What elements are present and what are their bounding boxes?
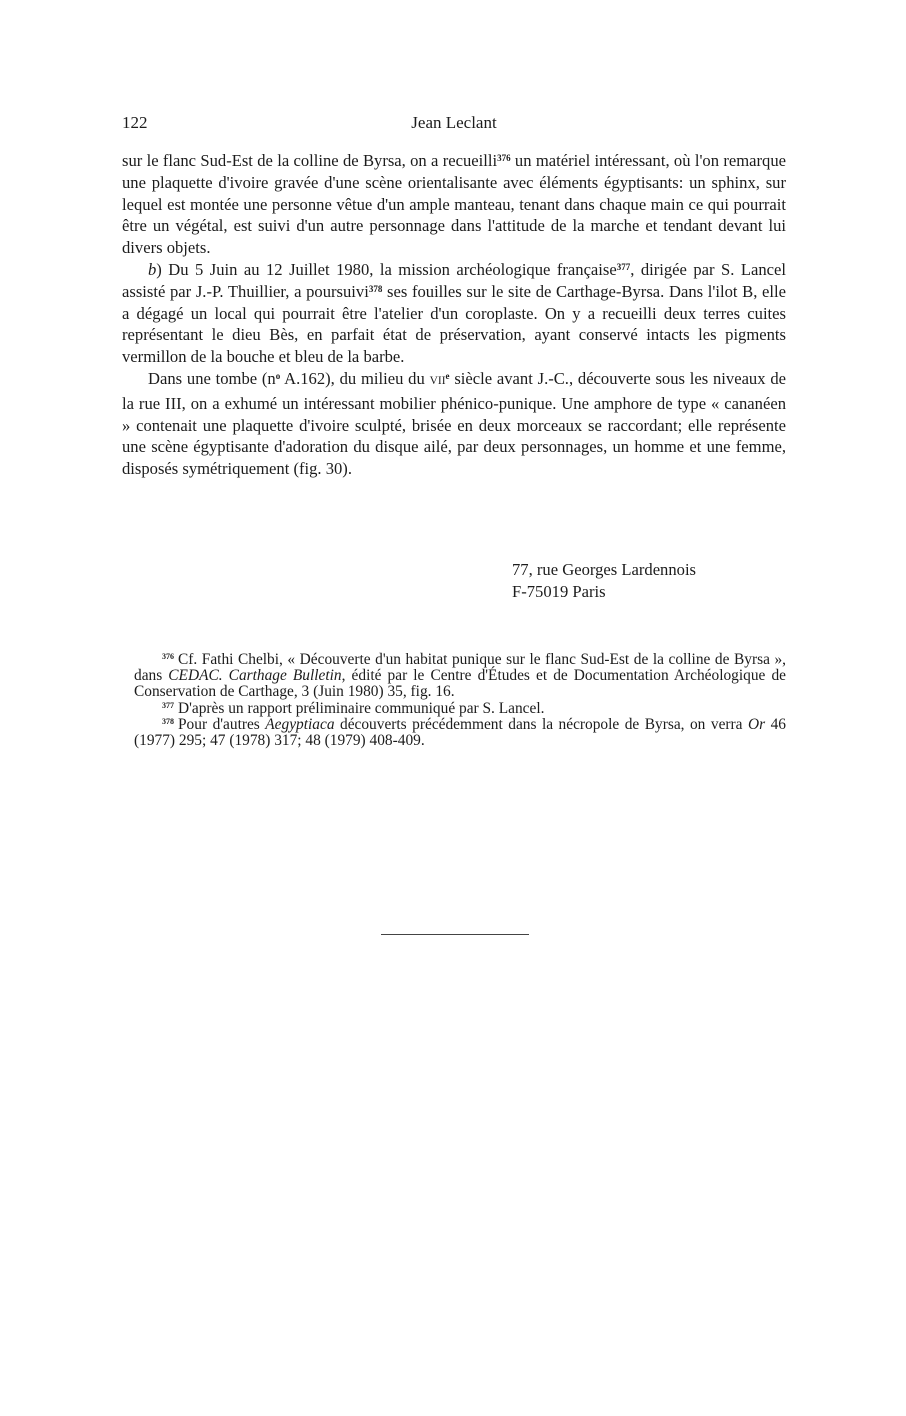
term-aegyptiaca: Aegyptiaca — [265, 715, 335, 733]
journal-title: CEDAC. Carthage Bulletin — [168, 667, 342, 685]
author-address — [512, 559, 696, 602]
footnote-378: $^{378}$ Pour d'autres Aegyptiaca découverts précédemment dans la nécropole de Byrsa, on verra Or 46 (1977) 295; 47 (1978) 317; 48 (1979) 408-409. — [134, 715, 786, 750]
footnote-377: $^{377}$ D'après un rapport préliminaire communiqué par S. Lancel. — [162, 699, 545, 717]
end-rule — [381, 934, 529, 935]
footnote-ref-378[interactable]: 378 — [368, 283, 383, 294]
page-number: 122 — [122, 113, 148, 132]
page-header — [122, 113, 786, 135]
paragraph-3: Dans une tombe (n$^o$ A.162), du milieu du VIIe siècle avant J.-C., découverte sous les niveaux de la rue III, on a exhumé un intéressant mobilier phénico-punique. Une amphore de type « cananéen » contenait une plaquette d'ivoire sculpté, brisée en deux morceaux se raccordant; elle représente une scène égyptisante d'adoration du disque ailé, par deux personnages, un homme et une femme, disposés symétriquement (fig. 30). — [122, 368, 786, 479]
footnote-number: 376 — [162, 652, 174, 661]
journal-abbrev: Or — [747, 715, 766, 733]
running-head: Jean Leclant — [411, 113, 497, 132]
address-line-city: F-75019 Paris — [512, 581, 606, 601]
footnote-ref-377[interactable]: 377 — [616, 261, 631, 272]
paragraph-1: sur le flanc Sud-Est de la colline de Byrsa, on a recueilli$^{376}$ un matériel intéressant, où l'on remarque une plaquette d'ivoire gravée d'une scène orientalisante avec éléments égyptisants: un sphinx, sur lequel est montée une personne vêtue d'un ample manteau, tenant dans chaque main ce qui pourrait être un végétal, est suivi d'un autre personnage dans l'attitude de la marche et tendant devant lui divers objets. — [122, 151, 786, 258]
footnote-number: 377 — [162, 700, 174, 710]
paragraph-2: b) Du 5 Juin au 12 Juillet 1980, la mission archéologique française$^{377}$, dirigée par S. Lancel assisté par J.-P. Thuillier, a poursuivi$^{378}$ ses fouilles sur le site de Carthage-Byrsa. Dans l'ilot B, elle a dégagé un local qui pourrait être l'atelier d'un coroplaste. On y a recueilli deux terres cuites représentant le dieu Bès, en parfait état de préservation, ayant conservé intacts les pigments vermillon de la bouche et bleu de la barbe. — [122, 259, 786, 367]
body-text — [122, 150, 786, 480]
list-label-b: b — [148, 259, 157, 279]
footnotes — [134, 652, 786, 749]
address-line-street: 77, rue Georges Lardennois — [512, 560, 697, 579]
footnote-376: $^{376}$ Cf. Fathi Chelbi, « Découverte d'un habitat punique sur le flanc Sud-Est de la colline de Byrsa », dans CEDAC. Carthage Bulletin, édité par le Centre d'Études et de Documentation Archéologique de Conservation de Carthage, 3 (Juin 1980) 35, fig. 16. — [134, 651, 786, 701]
footnote-number: 378 — [162, 716, 174, 726]
century-numeral: VII — [429, 374, 446, 387]
footnote-ref-376[interactable]: 376 — [497, 153, 511, 163]
